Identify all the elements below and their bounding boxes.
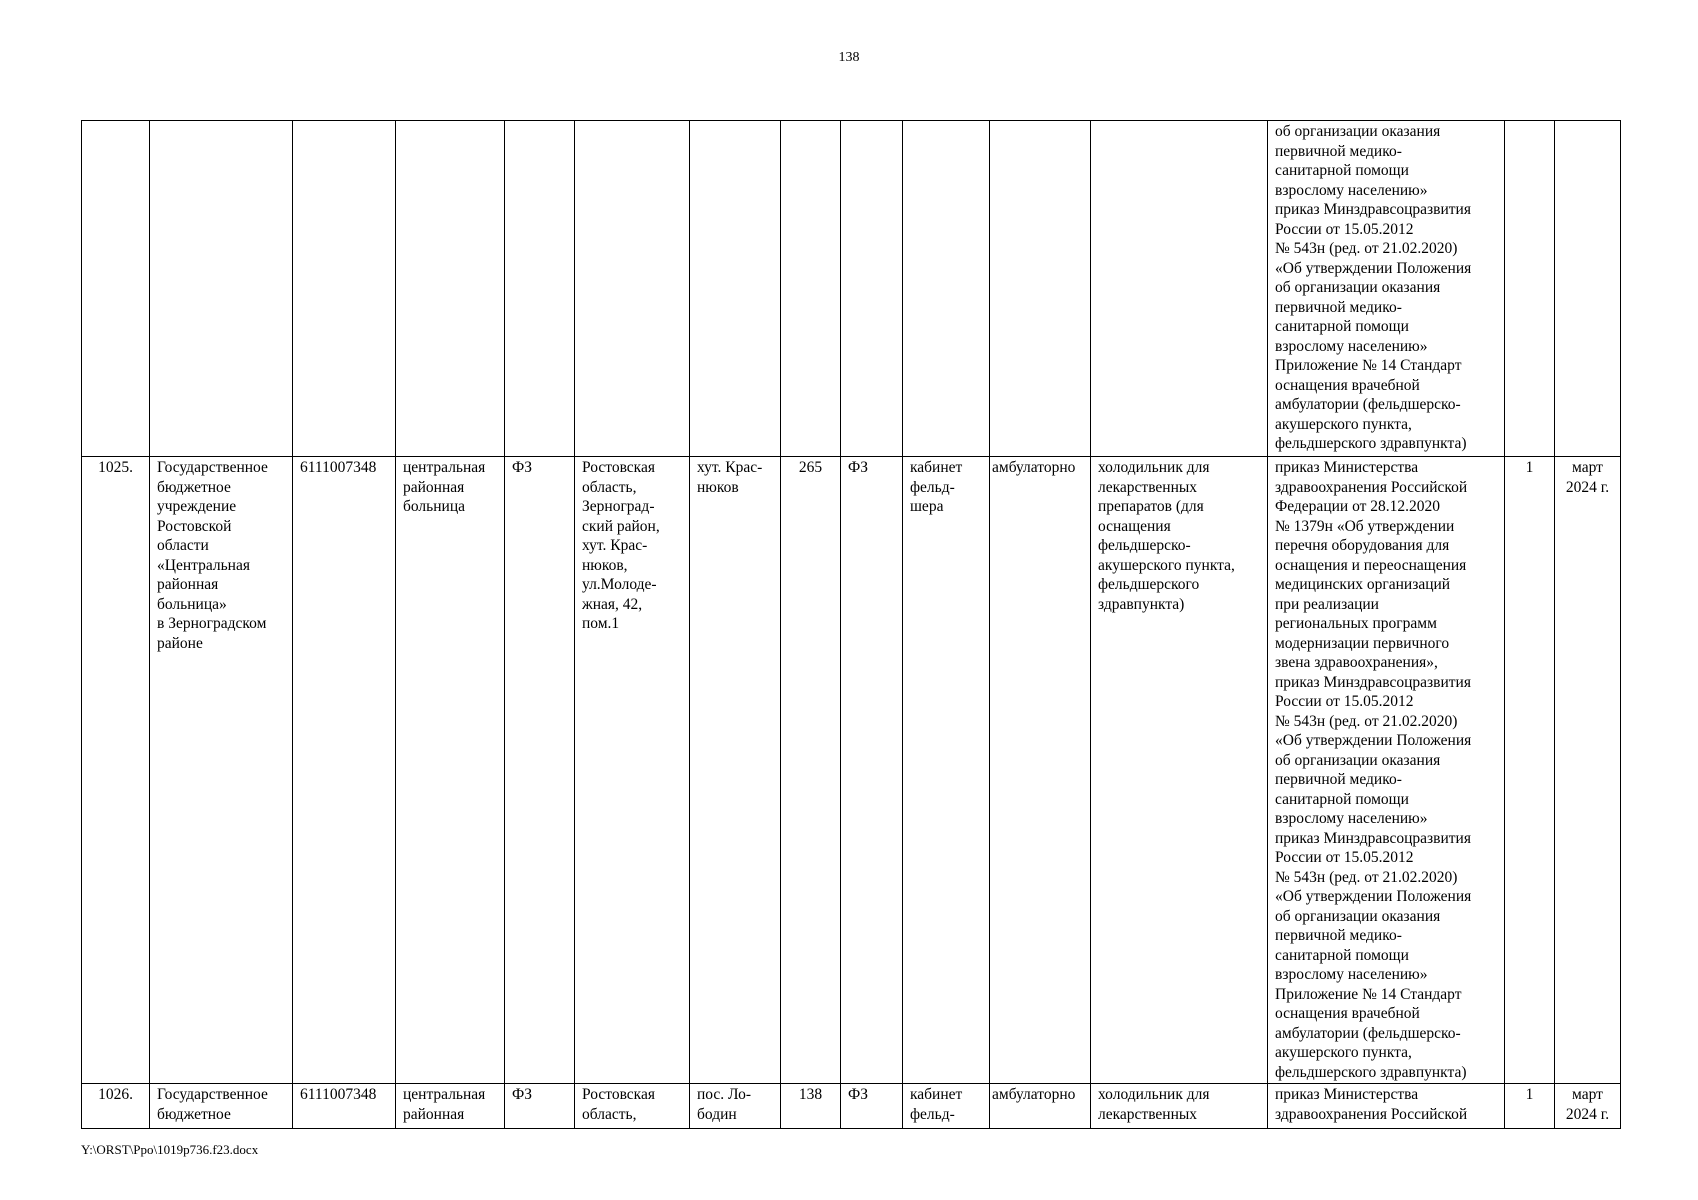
fz-cell: ФЗ bbox=[505, 457, 575, 1084]
room-cell bbox=[903, 121, 990, 457]
equipment-table bbox=[81, 120, 1621, 1129]
legal-basis-cell: приказ Министерства здравоохранения Российской bbox=[1268, 1084, 1505, 1129]
footer-file-path: Y:\ORST\Ppo\1019p736.f23.docx bbox=[81, 1142, 259, 1157]
facility-type-cell: центральная районная больница bbox=[396, 457, 505, 1084]
organization-cell bbox=[150, 121, 293, 457]
equipment-cell bbox=[1091, 121, 1268, 457]
legal-basis-cell: об организации оказания первичной медико- санитарной помощи взрослому населению» приказ Минздравсоцразвития России от 15.05.2012 № 543н (ред. от 21.02.2020) «Об утверждении Положения об организации оказания первичной медико- санитарной помощи взрослому населению» Приложение № 14 Стандарт оснащения врачебной амбулатории (фельдшерско- акушерского пункта, фельдшерского здравпункта) bbox=[1268, 121, 1505, 457]
quantity-cell: 1 bbox=[1505, 1084, 1555, 1129]
inn-cell: 6111007348 bbox=[293, 457, 396, 1084]
fz-unit-cell: ФЗ bbox=[841, 1084, 903, 1129]
address-cell: Ростовская область, bbox=[575, 1084, 690, 1129]
care-mode-cell bbox=[990, 121, 1091, 457]
fz-unit-cell bbox=[841, 121, 903, 457]
population-cell: 265 bbox=[781, 457, 841, 1084]
quantity-cell: 1 bbox=[1505, 457, 1555, 1084]
legal-basis-cell: приказ Министерства здравоохранения Российской Федерации от 28.12.2020 № 1379н «Об утверждении перечня оборудования для оснащения и переоснащения медицинских организаций при реализации региональных программ модернизации первичного звена здравоохранения», приказ Минздравсоцразвития России от 15.05.2012 № 543н (ред. от 21.02.2020) «Об утверждении Положения об организации оказания первичной медико- санитарной помощи взрослому населению» приказ Минздравсоцразвития России от 15.05.2012 № 543н (ред. от 21.02.2020) «Об утверждении Положения об организации оказания первичной медико- санитарной помощи взрослому населению» Приложение № 14 Стандарт оснащения врачебной амбулатории (фельдшерско- акушерского пункта, фельдшерского здравпункта) bbox=[1268, 457, 1505, 1084]
row-number-cell: 1025. bbox=[82, 457, 150, 1084]
organization-cell: Государственное бюджетное учреждение Ростовской области «Центральная районная больница» в Зерноградском районе bbox=[150, 457, 293, 1084]
facility-type-cell bbox=[396, 121, 505, 457]
inn-cell: 6111007348 bbox=[293, 1084, 396, 1129]
address-cell bbox=[575, 121, 690, 457]
care-mode-cell: амбулаторно bbox=[990, 457, 1091, 1084]
date-cell: март 2024 г. bbox=[1555, 1084, 1621, 1129]
settlement-cell bbox=[690, 121, 781, 457]
quantity-cell bbox=[1505, 121, 1555, 457]
settlement-cell: пос. Ло- бодин bbox=[690, 1084, 781, 1129]
fz-cell bbox=[505, 121, 575, 457]
fz-cell: ФЗ bbox=[505, 1084, 575, 1129]
table-row bbox=[82, 1084, 1621, 1129]
facility-type-cell: центральная районная bbox=[396, 1084, 505, 1129]
address-cell: Ростовская область, Зерноград- ский район, хут. Крас- нюков, ул.Молоде- жная, 42, пом.1 bbox=[575, 457, 690, 1084]
table-row bbox=[82, 121, 1621, 457]
room-cell: кабинет фельд- bbox=[903, 1084, 990, 1129]
equipment-cell: холодильник для лекарственных препаратов (для оснащения фельдшерско- акушерского пункта, фельдшерского здравпункта) bbox=[1091, 457, 1268, 1084]
fz-unit-cell: ФЗ bbox=[841, 457, 903, 1084]
row-number-cell: 1026. bbox=[82, 1084, 150, 1129]
date-cell bbox=[1555, 121, 1621, 457]
page-number: 138 bbox=[838, 50, 860, 65]
settlement-cell: хут. Крас- нюков bbox=[690, 457, 781, 1084]
care-mode-cell: амбулаторно bbox=[990, 1084, 1091, 1129]
row-number-cell bbox=[82, 121, 150, 457]
organization-cell: Государственное бюджетное bbox=[150, 1084, 293, 1129]
room-cell: кабинет фельд- шера bbox=[903, 457, 990, 1084]
table-row bbox=[82, 457, 1621, 1084]
inn-cell bbox=[293, 121, 396, 457]
equipment-cell: холодильник для лекарственных bbox=[1091, 1084, 1268, 1129]
population-cell bbox=[781, 121, 841, 457]
date-cell: март 2024 г. bbox=[1555, 457, 1621, 1084]
population-cell: 138 bbox=[781, 1084, 841, 1129]
